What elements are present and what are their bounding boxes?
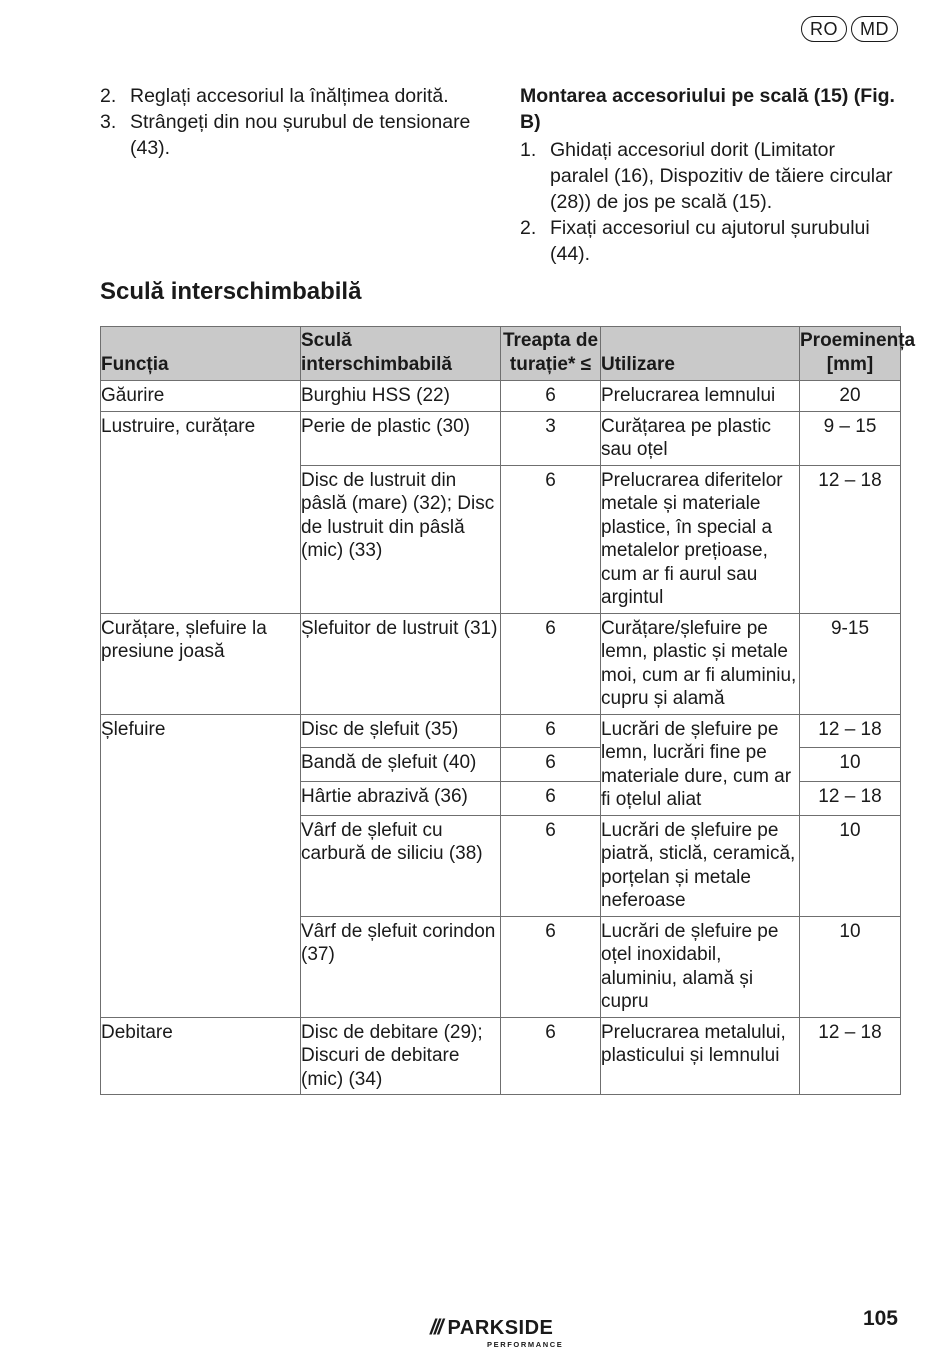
cell-tool: Bandă de șlefuit (40)	[301, 748, 501, 782]
cell-tool: Disc de șlefuit (35)	[301, 714, 501, 748]
column-header-projection: Proeminența [mm]	[800, 327, 901, 381]
list-item	[520, 137, 895, 215]
logo-text: PARKSIDE	[447, 1316, 554, 1339]
cell-tool: Vârf de șlefuit corindon (37)	[301, 916, 501, 1017]
cell-tool: Burghiu HSS (22)	[301, 381, 501, 412]
step-number: 2.	[100, 85, 117, 107]
column-header-use: Utilizare	[601, 327, 800, 381]
cell-use: Prelucrarea diferitelor metale și materiale plastice, în special a metalelor prețioase, cum ar fi aurul sau argintul	[601, 465, 800, 613]
cell-function: Debitare	[101, 1017, 301, 1095]
cell-function: Șlefuire	[101, 714, 301, 1017]
cell-projection: 12 – 18	[800, 714, 901, 748]
step-text: Ghidați accesoriul dorit (Limitator paralel (16), Dispozitiv de tăiere circular (28)) de jos pe scală (15).	[550, 139, 893, 213]
subsection-heading: Montarea accesoriului pe scală (15) (Fig. B)	[520, 85, 895, 133]
cell-use: Lucrări de șlefuire pe lemn, lucrări fine pe materiale dure, cum ar fi oțelul aliat	[601, 714, 800, 815]
cell-projection: 10	[800, 748, 901, 782]
cell-use: Curățarea pe plastic sau oțel	[601, 411, 800, 465]
list-item	[100, 109, 495, 161]
cell-projection: 9-15	[800, 613, 901, 714]
cell-speed: 6	[501, 1017, 601, 1095]
cell-speed: 6	[501, 748, 601, 782]
cell-projection: 12 – 18	[800, 465, 901, 613]
step-number: 2.	[520, 217, 537, 239]
cell-tool: Vârf de șlefuit cu carbură de siliciu (38)	[301, 815, 501, 916]
step-text: Fixați accesoriul cu ajutorul șurubului (44).	[550, 217, 870, 265]
list-item	[100, 83, 495, 109]
cell-projection: 20	[800, 381, 901, 412]
cell-use: Lucrări de șlefuire pe oțel inoxidabil, aluminiu, alamă și cupru	[601, 916, 800, 1017]
brand-logo	[430, 1316, 553, 1340]
cell-use: Curățare/șlefuire pe lemn, plastic și metale moi, cum ar fi aluminiu, cupru și alamă	[601, 613, 800, 714]
column-header-function: Funcția	[101, 327, 301, 381]
cell-function: Curățare, șlefuire la presiune joasă	[101, 613, 301, 714]
cell-speed: 6	[501, 381, 601, 412]
language-badges	[801, 16, 898, 42]
cell-projection: 12 – 18	[800, 781, 901, 815]
cell-speed: 3	[501, 411, 601, 465]
section-title: Sculă interschimbabilă	[100, 278, 362, 305]
step-text: Reglați accesoriul la înălțimea dorită.	[130, 85, 449, 107]
cell-speed: 6	[501, 465, 601, 613]
step-text: Strângeți din nou șurubul de tensionare (43).	[130, 111, 471, 159]
cell-use: Prelucrarea metalului, plasticului și lemnului	[601, 1017, 800, 1095]
lang-badge-md: MD	[851, 16, 898, 42]
table-row	[101, 381, 901, 412]
cell-tool: Disc de debitare (29); Discuri de debitare (mic) (34)	[301, 1017, 501, 1095]
cell-projection: 10	[800, 916, 901, 1017]
table-row	[101, 411, 901, 465]
table-row	[101, 1017, 901, 1095]
left-column	[100, 83, 495, 161]
cell-speed: 6	[501, 781, 601, 815]
logo-mark: ///	[430, 1316, 442, 1339]
table-row	[101, 714, 901, 748]
cell-speed: 6	[501, 613, 601, 714]
lang-badge-ro: RO	[801, 16, 847, 42]
table-header-row	[101, 327, 901, 381]
cell-tool: Hârtie abrazivă (36)	[301, 781, 501, 815]
list-item	[520, 215, 895, 267]
cell-projection: 10	[800, 815, 901, 916]
cell-speed: 6	[501, 916, 601, 1017]
cell-function: Găurire	[101, 381, 301, 412]
cell-tool: Disc de lustruit din pâslă (mare) (32); Disc de lustruit din pâslă (mic) (33)	[301, 465, 501, 613]
logo-subtitle: PERFORMANCE	[487, 1340, 564, 1349]
step-number: 1.	[520, 139, 537, 161]
cell-use: Prelucrarea lemnului	[601, 381, 800, 412]
cell-speed: 6	[501, 815, 601, 916]
cell-use: Lucrări de șlefuire pe piatră, sticlă, ceramică, porțelan și metale neferoase	[601, 815, 800, 916]
cell-tool: Perie de plastic (30)	[301, 411, 501, 465]
right-column	[520, 83, 895, 267]
page-number: 105	[862, 1307, 898, 1330]
column-header-tool: Sculă interschimbabilă	[301, 327, 501, 381]
cell-tool: Șlefuitor de lustruit (31)	[301, 613, 501, 714]
step-number: 3.	[100, 111, 117, 133]
cell-function: Lustruire, curățare	[101, 411, 301, 613]
table-row	[101, 613, 901, 714]
cell-projection: 12 – 18	[800, 1017, 901, 1095]
cell-speed: 6	[501, 714, 601, 748]
column-header-speed: Treapta de turație* ≤	[501, 327, 601, 381]
cell-projection: 9 – 15	[800, 411, 901, 465]
tools-table	[100, 326, 916, 1095]
